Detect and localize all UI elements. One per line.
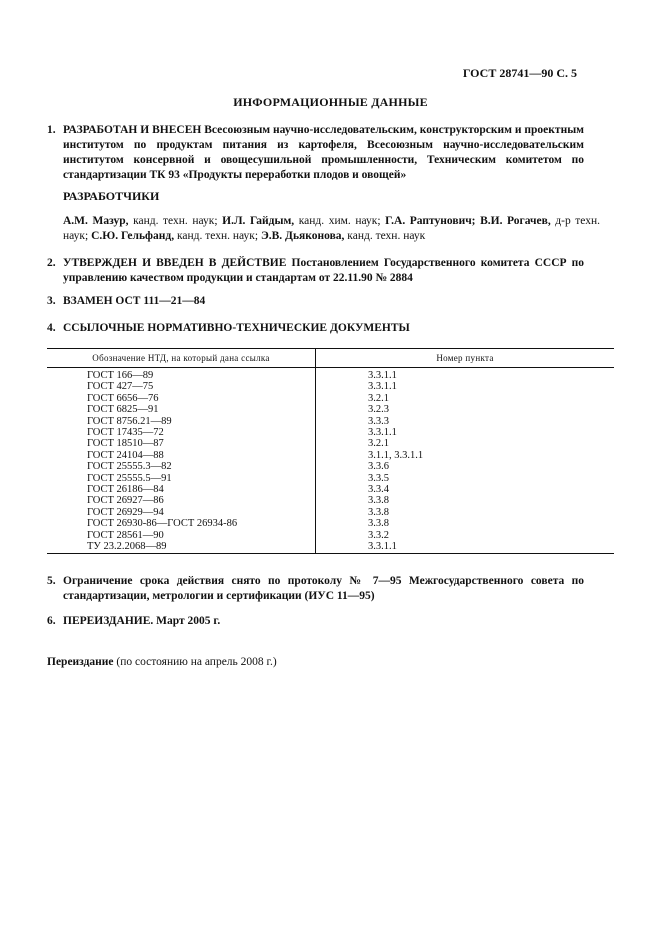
document-cell: ГОСТ 26186—84 (47, 484, 316, 495)
references-table-body (47, 368, 614, 554)
developer-degree: д-р техн. наук; (63, 215, 601, 242)
column-header-clause: Номер пункта (316, 349, 615, 368)
document-code: ГОСТ 28741—90 С. 5 (462, 66, 577, 80)
clause-cell: 3.2.1 (368, 392, 389, 404)
clause-cell: 3.3.1.1 (368, 370, 397, 381)
table-row (47, 393, 614, 404)
table-row (47, 495, 614, 506)
section-6 (47, 614, 584, 629)
document-cell: ГОСТ 25555.5—91 (47, 473, 316, 484)
section-lead: РАЗРАБОТАН И ВНЕСЕН (63, 124, 202, 136)
section-number: 4. (47, 322, 56, 334)
clause-cell: 3.3.5 (368, 472, 389, 484)
document-cell: ГОСТ 8756.21—89 (47, 416, 316, 427)
clause-cell: 3.3.2 (368, 529, 389, 541)
clause-cell: 3.3.8 (368, 518, 389, 530)
reissue-note (47, 655, 584, 670)
table-row (47, 507, 614, 518)
section-lead: УТВЕРЖДЕН И ВВЕДЕН В ДЕЙСТВИЕ (63, 257, 287, 269)
document-cell: ГОСТ 6825—91 (47, 404, 316, 415)
section-4 (47, 321, 584, 336)
developer-degree: канд. техн. наук; (133, 215, 218, 227)
document-cell: ГОСТ 25555.3—82 (47, 461, 316, 472)
table-row (47, 416, 614, 427)
table-row (47, 530, 614, 541)
section-text: Постановлением Государственного комитета СССР по управлению качеством продукции и стандартам от 22.11.90 № 2884 (63, 257, 585, 284)
clause-cell: 3.3.4 (368, 484, 389, 496)
table-row (47, 541, 614, 553)
document-cell: ГОСТ 24104—88 (47, 450, 316, 461)
developer-name: И.Л. Гайдым, (222, 215, 295, 227)
clause-cell: 3.2.3 (368, 404, 389, 416)
clause-cell: 3.3.3 (368, 415, 389, 427)
table-row (47, 404, 614, 415)
table-row (47, 438, 614, 449)
clause-cell: 3.1.1, 3.3.1.1 (368, 449, 424, 461)
document-cell: ГОСТ 26927—86 (47, 495, 316, 506)
section-text: Всесоюзным научно-исследовательским, конструкторским и проектным институтом по продуктам питания из картофеля, Всесоюзным научно-исследовательским институтом консервной и овощесушильной промышленности, Техническим комитетом по стандартизации ТК 93 «Продукты переработки плодов и овощей» (63, 124, 585, 181)
developer-name: С.Ю. Гельфанд, (91, 230, 175, 242)
developer-name: Г.А. Раптунович; (385, 215, 476, 227)
section-body (47, 123, 584, 183)
document-cell: ГОСТ 427—75 (47, 381, 316, 392)
section-text: ВЗАМЕН ОСТ 111—21—84 (63, 295, 206, 307)
developer-name: А.М. Мазур, (63, 215, 129, 227)
clause-cell: 3.3.8 (368, 506, 389, 518)
table-row (47, 461, 614, 472)
table-row (47, 381, 614, 392)
section-text: Ограничение срока действия снято по протоколу № 7—95 Межгосударственного совета по стандартизации, метрологии и сертификации (ИУС 11—95) (63, 575, 584, 602)
document-cell: ГОСТ 6656—76 (47, 393, 316, 404)
section-3 (47, 294, 584, 309)
section-number: 5. (47, 575, 56, 587)
document-cell: ГОСТ 26930-86—ГОСТ 26934-86 (47, 518, 316, 529)
table-row (47, 368, 614, 382)
table-row (47, 484, 614, 495)
section-text: ССЫЛОЧНЫЕ НОРМАТИВНО-ТЕХНИЧЕСКИЕ ДОКУМЕНТЫ (63, 322, 410, 334)
developers-list (47, 214, 600, 244)
clause-cell: 3.3.1.1 (316, 541, 615, 553)
section-2 (47, 256, 584, 286)
developer-degree: канд. техн. наук; (176, 230, 259, 242)
references-table (47, 348, 614, 554)
section-body (47, 256, 584, 286)
developer-degree: канд. техн. наук (347, 230, 426, 242)
section-number: 3. (47, 295, 56, 307)
section-number: 6. (47, 615, 56, 627)
reissue-text: (по состоянию на апрель 2008 г.) (116, 656, 277, 668)
clause-cell: 3.3.1.1 (368, 427, 397, 439)
column-header-document: Обозначение НТД, на который дана ссылка (47, 349, 316, 368)
clause-cell: 3.3.1.1 (368, 381, 397, 393)
table-row (47, 450, 614, 461)
document-cell: ГОСТ 18510—87 (47, 438, 316, 449)
developers-title (47, 189, 600, 204)
table-row (47, 473, 614, 484)
table-header-row (47, 349, 614, 368)
page-title: ИНФОРМАЦИОННЫЕ ДАННЫЕ (233, 95, 428, 109)
section-5 (47, 574, 584, 604)
document-cell: ГОСТ 26929—94 (47, 507, 316, 518)
developer-name: В.И. Рогачев, (480, 215, 551, 227)
reissue-lead: Переиздание (47, 656, 114, 668)
section-number: 1. (47, 124, 56, 136)
document-cell: ТУ 23.2.2068—89 (47, 541, 316, 553)
section-number: 2. (47, 257, 56, 269)
developer-degree: канд. хим. наук; (298, 215, 381, 227)
table-row (47, 518, 614, 529)
section-1 (47, 123, 584, 183)
clause-cell: 3.3.6 (368, 461, 389, 473)
section-text: ПЕРЕИЗДАНИЕ. Март 2005 г. (63, 615, 221, 627)
document-cell: ГОСТ 17435—72 (47, 427, 316, 438)
clause-cell: 3.3.8 (368, 495, 389, 507)
developer-name: Э.В. Дьяконова, (260, 230, 345, 242)
document-cell: ГОСТ 166—89 (47, 368, 316, 382)
clause-cell: 3.2.1 (368, 438, 389, 450)
developers-title-text: РАЗРАБОТЧИКИ (63, 189, 160, 203)
document-cell: ГОСТ 28561—90 (47, 530, 316, 541)
table-row (47, 427, 614, 438)
